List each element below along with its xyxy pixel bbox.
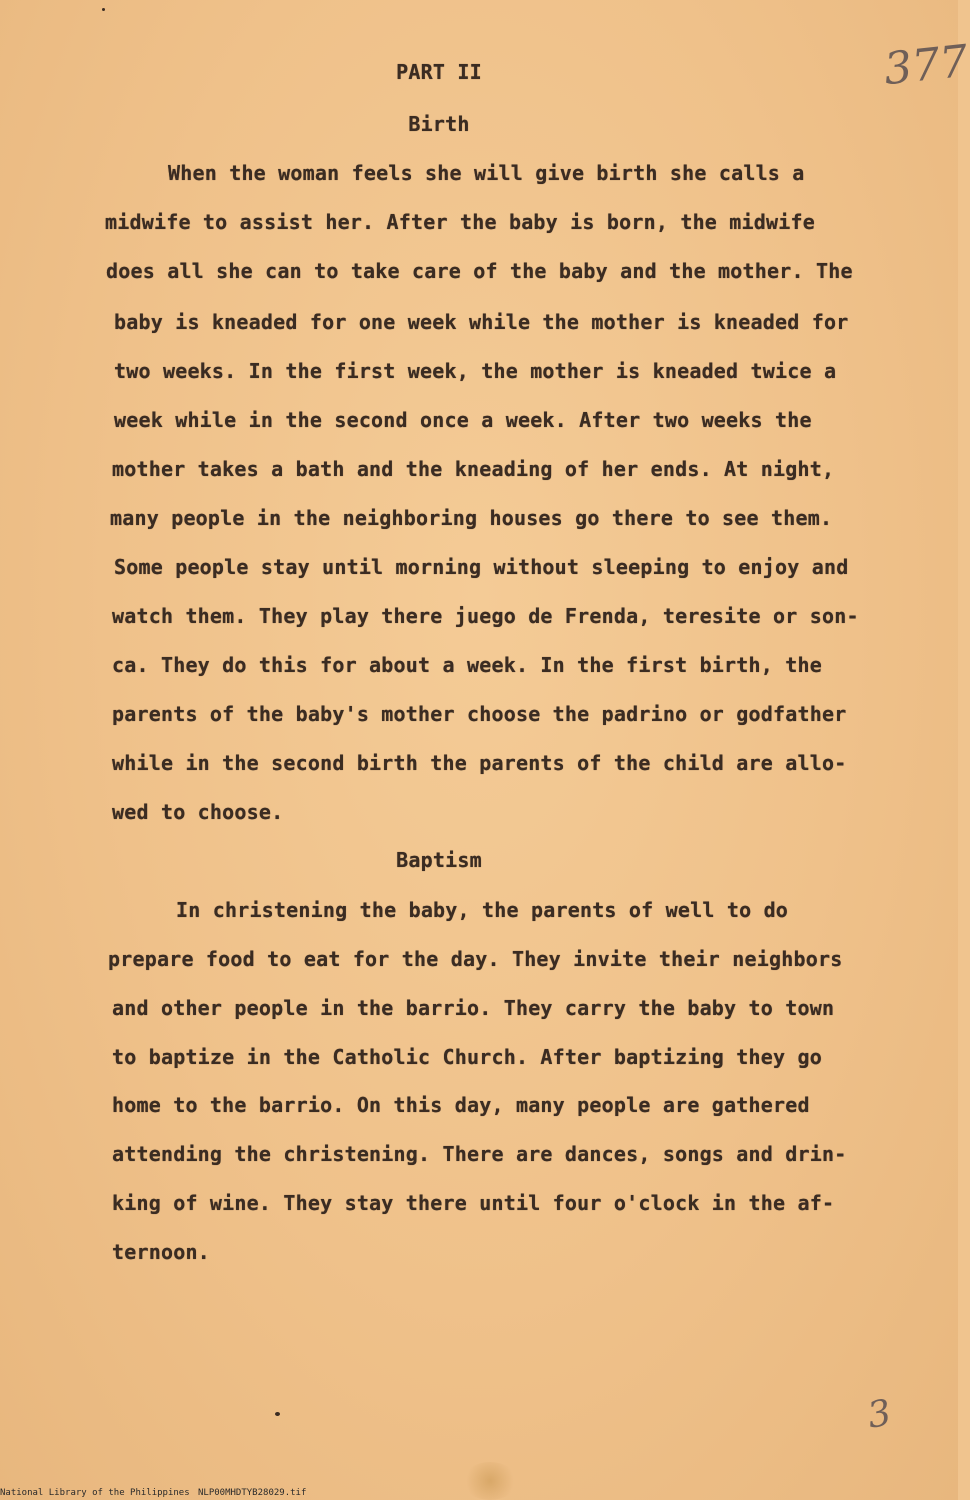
baptism-line: to baptize in the Catholic Church. After baptizing they go <box>112 1045 822 1069</box>
handwritten-sheet-number: 3 <box>864 1392 895 1437</box>
baptism-line: and other people in the barrio. They carry the baby to town <box>112 996 835 1020</box>
footer-library: National Library of the Philippines <box>0 1488 190 1498</box>
ink-speck <box>275 1412 280 1416</box>
birth-line: mother takes a bath and the kneading of her ends. At night, <box>112 457 835 481</box>
section-heading-baptism: Baptism <box>396 848 482 872</box>
baptism-line: king of wine. They stay there until four o'clock in the af- <box>112 1191 835 1215</box>
birth-line: Some people stay until morning without sleeping to enjoy and <box>114 555 849 579</box>
handwritten-page-number: 377 <box>881 35 970 96</box>
birth-line: many people in the neighboring houses go there to see them. <box>110 506 833 530</box>
section-heading-birth: Birth <box>408 112 470 136</box>
birth-line: week while in the second once a week. After two weeks the <box>114 408 812 432</box>
baptism-line: ternoon. <box>112 1240 210 1264</box>
birth-line: midwife to assist her. After the baby is born, the midwife <box>105 210 815 234</box>
birth-line: two weeks. In the first week, the mother is kneaded twice a <box>114 359 837 383</box>
birth-line: while in the second birth the parents of the child are allo- <box>112 751 847 775</box>
paper-stain <box>462 1462 518 1500</box>
birth-line: wed to choose. <box>112 800 284 824</box>
birth-line: ca. They do this for about a week. In the first birth, the <box>112 653 822 677</box>
part-heading: PART II <box>396 60 482 84</box>
baptism-line: In christening the baby, the parents of well to do <box>176 898 789 922</box>
birth-line: does all she can to take care of the baby and the mother. The <box>106 259 853 283</box>
ink-speck <box>102 8 105 11</box>
baptism-line: prepare food to eat for the day. They invite their neighbors <box>108 947 843 971</box>
baptism-line: attending the christening. There are dances, songs and drin- <box>112 1142 847 1166</box>
birth-line: When the woman feels she will give birth she calls a <box>168 161 805 185</box>
birth-line: parents of the baby's mother choose the padrino or godfather <box>112 702 847 726</box>
baptism-line: home to the barrio. On this day, many people are gathered <box>112 1093 810 1117</box>
birth-line: baby is kneaded for one week while the mother is kneaded for <box>114 310 849 334</box>
birth-line: watch them. They play there juego de Frenda, teresite or son- <box>112 604 859 628</box>
footer-filename: NLP00MHDTYB28029.tif <box>198 1488 307 1498</box>
